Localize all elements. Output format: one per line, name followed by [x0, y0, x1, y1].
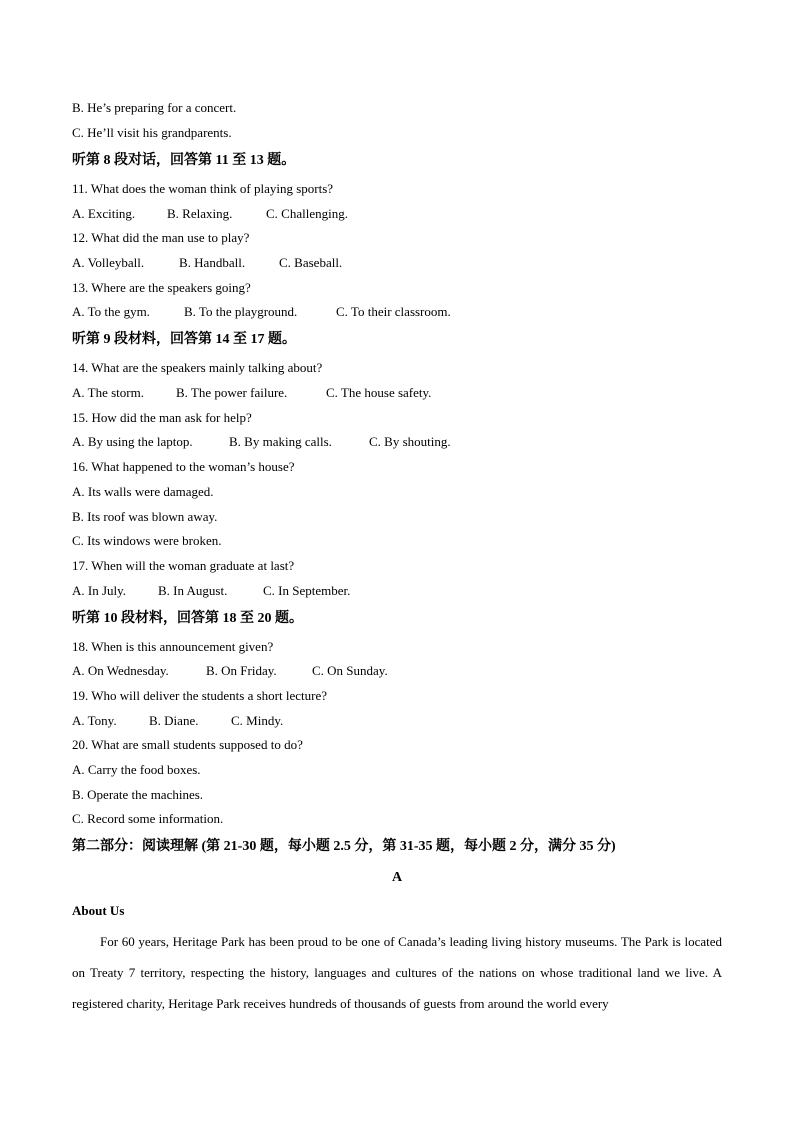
option-13a: A. To the gym. [72, 304, 150, 319]
line-q10c: C. He’ll visit his grandparents. [72, 125, 232, 140]
option-15a: A. By using the laptop. [72, 434, 193, 449]
option-11a: A. Exciting. [72, 206, 136, 221]
question-17: 17. When will the woman graduate at last? [72, 558, 295, 573]
options-15 [72, 434, 451, 450]
options-11 [72, 206, 348, 222]
option-19b: B. Diane. [149, 713, 199, 728]
section-a-title: A [391, 870, 403, 885]
option-18b: B. On Friday. [206, 663, 277, 678]
option-15b: B. By making calls. [229, 434, 332, 449]
options-12 [72, 255, 342, 271]
option-12a: A. Volleyball. [72, 255, 145, 270]
about-us-paragraph: For 60 years, Heritage Park has been proud to be one of Canada’s leading living history museums. The Park is located on Treaty 7 territory, respecting the history, languages and cultures of the nations on whose traditional land we live. A registered charity, Heritage Park receives hundreds of thousands of guests from around the world every [72, 934, 722, 1011]
option-16b: B. Its roof was blown away. [72, 509, 218, 524]
part-two-heading: 第二部分：阅读理解 (第 21-30 题，每小题 2.5 分，第 31-35 题，每小题 2 分，满分 35 分) [72, 839, 616, 854]
options-17 [72, 583, 350, 599]
option-18c: C. On Sunday. [312, 663, 388, 678]
heading-section-10: 听第 10 段材料，回答第 18 至 20 题。 [72, 611, 303, 626]
option-20a: A. Carry the food boxes. [72, 762, 201, 777]
option-17a: A. In July. [72, 583, 127, 598]
option-20b: B. Operate the machines. [72, 787, 204, 802]
option-13b: B. To the playground. [184, 304, 298, 319]
heading-section-8: 听第 8 段对话，回答第 11 至 13 题。 [72, 153, 296, 168]
options-18 [72, 663, 388, 679]
question-12: 12. What did the man use to play? [72, 230, 250, 245]
options-19 [72, 713, 283, 729]
option-13c: C. To their classroom. [336, 304, 451, 319]
option-12c: C. Baseball. [279, 255, 343, 270]
question-20: 20. What are small students supposed to do? [72, 737, 303, 752]
question-19: 19. Who will deliver the students a short lecture? [72, 688, 327, 703]
option-19c: C. Mindy. [231, 713, 284, 728]
option-14c: C. The house safety. [326, 385, 432, 400]
question-15: 15. How did the man ask for help? [72, 410, 252, 425]
option-19a: A. Tony. [72, 713, 117, 728]
option-17b: B. In August. [158, 583, 228, 598]
heading-section-9: 听第 9 段材料，回答第 14 至 17 题。 [72, 332, 296, 347]
option-15c: C. By shouting. [369, 434, 451, 449]
options-14 [72, 385, 431, 401]
question-13: 13. Where are the speakers going? [72, 280, 251, 295]
line-q10b: B. He’s preparing for a concert. [72, 100, 237, 115]
option-11b: B. Relaxing. [167, 206, 233, 221]
about-us-heading: About Us [72, 903, 125, 918]
question-14: 14. What are the speakers mainly talking about? [72, 360, 323, 375]
question-16: 16. What happened to the woman’s house? [72, 459, 295, 474]
option-16c: C. Its windows were broken. [72, 533, 222, 548]
option-14a: A. The storm. [72, 385, 144, 400]
question-11: 11. What does the woman think of playing sports? [72, 181, 334, 196]
question-18: 18. When is this announcement given? [72, 639, 274, 654]
option-12b: B. Handball. [179, 255, 246, 270]
option-20c: C. Record some information. [72, 811, 224, 826]
option-14b: B. The power failure. [176, 385, 288, 400]
options-13 [72, 304, 451, 320]
option-16a: A. Its walls were damaged. [72, 484, 214, 499]
option-11c: C. Challenging. [266, 206, 348, 221]
option-18a: A. On Wednesday. [72, 663, 169, 678]
option-17c: C. In September. [263, 583, 351, 598]
